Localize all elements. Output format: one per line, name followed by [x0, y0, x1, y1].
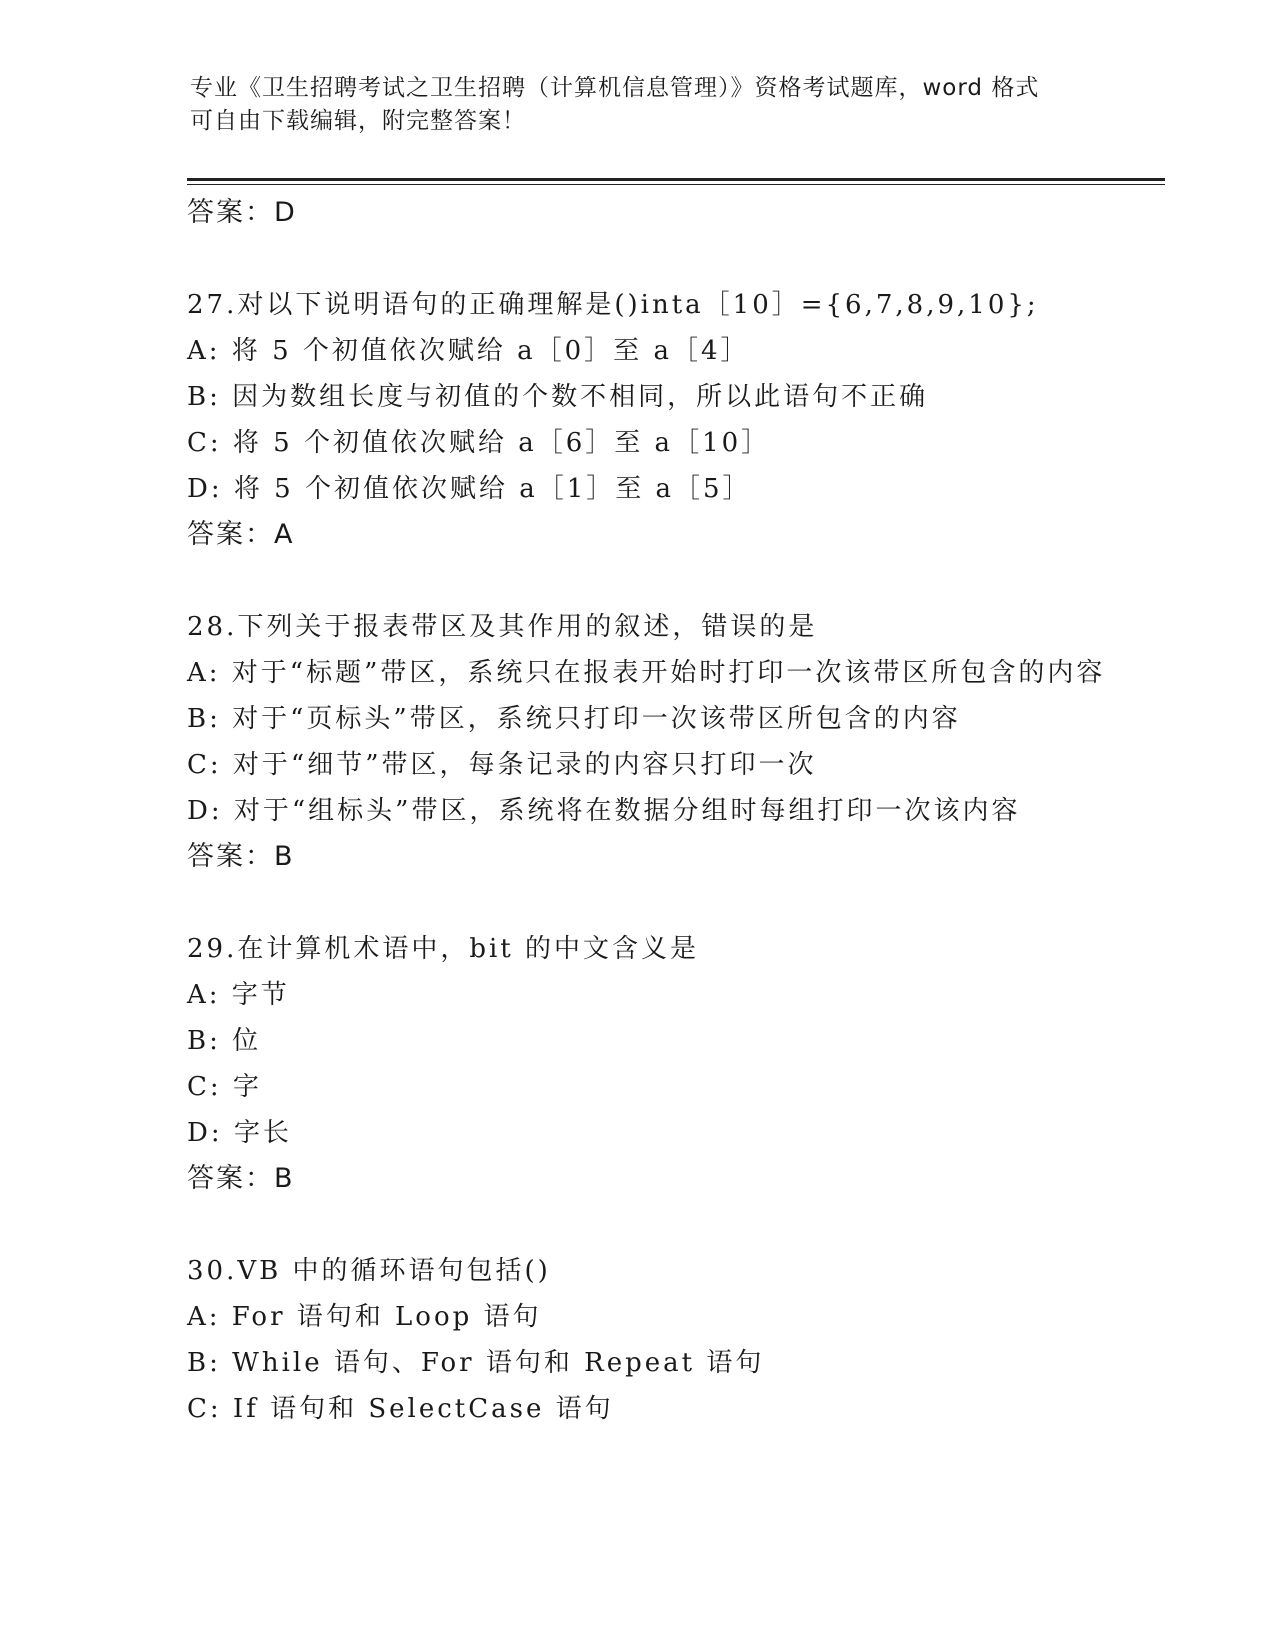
question-28-option-d: D: 对于“组标头”带区，系统将在数据分组时每组打印一次该内容	[187, 796, 1021, 826]
answer-26: 答案：D	[187, 197, 297, 228]
question-29-option-c: C: 字	[187, 1072, 262, 1102]
header-rule-thin	[187, 184, 1165, 185]
spacer	[187, 1202, 1107, 1248]
question-30-text: 30.VB 中的循环语句包括()	[187, 1256, 551, 1286]
question-30-option-a: A: For 语句和 Loop 语句	[187, 1302, 542, 1332]
question-27-option-c: C: 将 5 个初值依次赋给 a［6］至 a［10］	[187, 428, 771, 458]
question-29-option-a: A: 字节	[187, 980, 290, 1010]
question-27-text: 27.对以下说明语句的正确理解是()inta［10］={6,7,8,9,10};	[187, 290, 1039, 320]
header-line-2: 可自由下载编辑，附完整答案！	[190, 108, 526, 134]
question-28-text: 28.下列关于报表带区及其作用的叙述，错误的是	[187, 612, 818, 642]
header-rule-thick	[187, 178, 1165, 181]
question-27-answer: 答案：A	[187, 519, 295, 550]
question-28-option-c: C: 对于“细节”带区，每条记录的内容只打印一次	[187, 750, 817, 780]
question-29-answer: 答案：B	[187, 1163, 295, 1194]
question-27-option-a: A: 将 5 个初值依次赋给 a［0］至 a［4］	[187, 336, 750, 366]
question-29-text: 29.在计算机术语中，bit 的中文含义是	[187, 934, 700, 964]
spacer	[187, 558, 1107, 604]
question-29	[187, 926, 1107, 1202]
question-30-option-c: C: If 语句和 SelectCase 语句	[187, 1394, 614, 1424]
question-30-option-b: B: While 语句、For 语句和 Repeat 语句	[187, 1348, 765, 1378]
question-27-option-b: B: 因为数组长度与初值的个数不相同，所以此语句不正确	[187, 382, 929, 412]
question-27	[187, 282, 1107, 558]
question-28-option-b: B: 对于“页标头”带区，系统只打印一次该带区所包含的内容	[187, 704, 961, 734]
document-header	[190, 72, 1090, 138]
question-29-option-d: D: 字长	[187, 1118, 292, 1148]
spacer	[187, 880, 1107, 926]
question-27-option-d: D: 将 5 个初值依次赋给 a［1］至 a［5］	[187, 474, 752, 504]
question-list	[187, 190, 1107, 1432]
question-29-option-b: B: 位	[187, 1026, 262, 1056]
question-28-answer: 答案：B	[187, 841, 295, 872]
question-28	[187, 604, 1107, 880]
question-28-option-a: A: 对于“标题”带区，系统只在报表开始时打印一次该带区所包含的内容	[187, 658, 1106, 688]
question-30	[187, 1248, 1107, 1432]
header-line-1: 专业《卫生招聘考试之卫生招聘（计算机信息管理）》资格考试题库，word 格式	[190, 75, 1040, 101]
spacer	[187, 236, 1107, 282]
